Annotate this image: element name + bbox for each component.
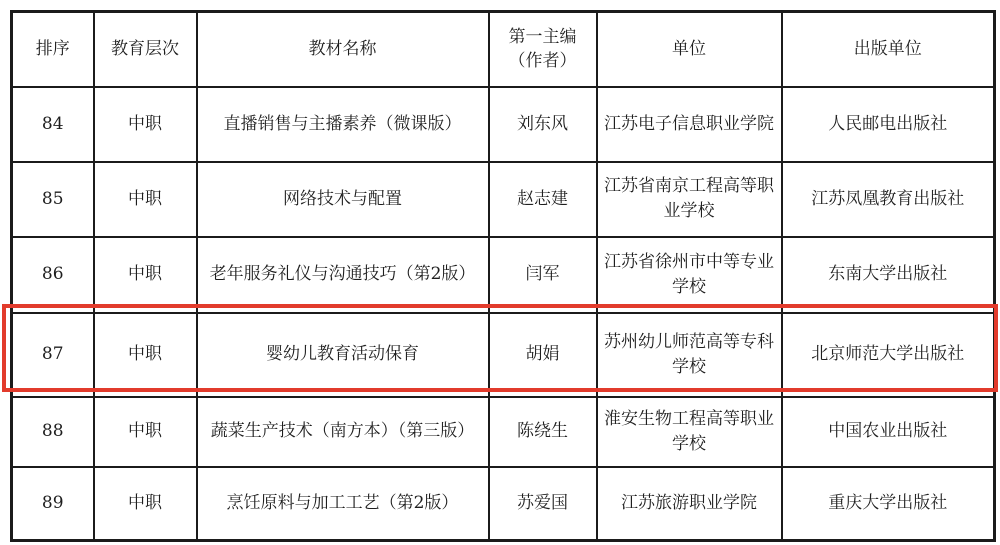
- table-header-row: [12, 12, 995, 87]
- cell-title: 蔬菜生产技术（南方本）（第三版）: [197, 397, 489, 467]
- cell-organization: 苏州幼儿师范高等专科学校: [597, 313, 782, 397]
- cell-publisher: 重庆大学出版社: [782, 467, 995, 541]
- cell-editor: 闫军: [489, 237, 597, 313]
- cell-level: 中职: [94, 87, 197, 162]
- table-row: [12, 467, 995, 541]
- header-cell-editor: 第一主编（作者）: [489, 12, 597, 87]
- header-cell-level: 教育层次: [94, 12, 197, 87]
- cell-level: 中职: [94, 237, 197, 313]
- cell-level: 中职: [94, 467, 197, 541]
- header-cell-title: 教材名称: [197, 12, 489, 87]
- cell-publisher: 中国农业出版社: [782, 397, 995, 467]
- header-cell-publisher: 出版单位: [782, 12, 995, 87]
- cell-organization: 江苏省徐州市中等专业学校: [597, 237, 782, 313]
- header-cell-organization: 单位: [597, 12, 782, 87]
- table-row-highlighted: [12, 313, 995, 397]
- cell-editor: 苏爱国: [489, 467, 597, 541]
- cell-title: 网络技术与配置: [197, 162, 489, 237]
- table-row: [12, 87, 995, 162]
- cell-organization: 江苏旅游职业学院: [597, 467, 782, 541]
- cell-editor: 赵志建: [489, 162, 597, 237]
- header-cell-rank: 排序: [12, 12, 94, 87]
- cell-rank: 84: [12, 87, 94, 162]
- cell-publisher: 人民邮电出版社: [782, 87, 995, 162]
- cell-rank: 89: [12, 467, 94, 541]
- cell-level: 中职: [94, 162, 197, 237]
- cell-editor: 陈绕生: [489, 397, 597, 467]
- cell-title: 烹饪原料与加工工艺（第2版）: [197, 467, 489, 541]
- cell-organization: 江苏电子信息职业学院: [597, 87, 782, 162]
- cell-level: 中职: [94, 313, 197, 397]
- cell-editor: 胡娟: [489, 313, 597, 397]
- table-row: [12, 237, 995, 313]
- textbook-table: [10, 10, 996, 542]
- cell-title: 直播销售与主播素养（微课版）: [197, 87, 489, 162]
- table-row: [12, 162, 995, 237]
- cell-rank: 86: [12, 237, 94, 313]
- cell-title: 婴幼儿教育活动保育: [197, 313, 489, 397]
- cell-publisher: 东南大学出版社: [782, 237, 995, 313]
- cell-organization: 淮安生物工程高等职业学校: [597, 397, 782, 467]
- cell-rank: 85: [12, 162, 94, 237]
- cell-publisher: 北京师范大学出版社: [782, 313, 995, 397]
- cell-rank: 87: [12, 313, 94, 397]
- cell-organization: 江苏省南京工程高等职业学校: [597, 162, 782, 237]
- cell-title: 老年服务礼仪与沟通技巧（第2版）: [197, 237, 489, 313]
- cell-level: 中职: [94, 397, 197, 467]
- cell-rank: 88: [12, 397, 94, 467]
- cell-editor: 刘东风: [489, 87, 597, 162]
- table-row: [12, 397, 995, 467]
- cell-publisher: 江苏凤凰教育出版社: [782, 162, 995, 237]
